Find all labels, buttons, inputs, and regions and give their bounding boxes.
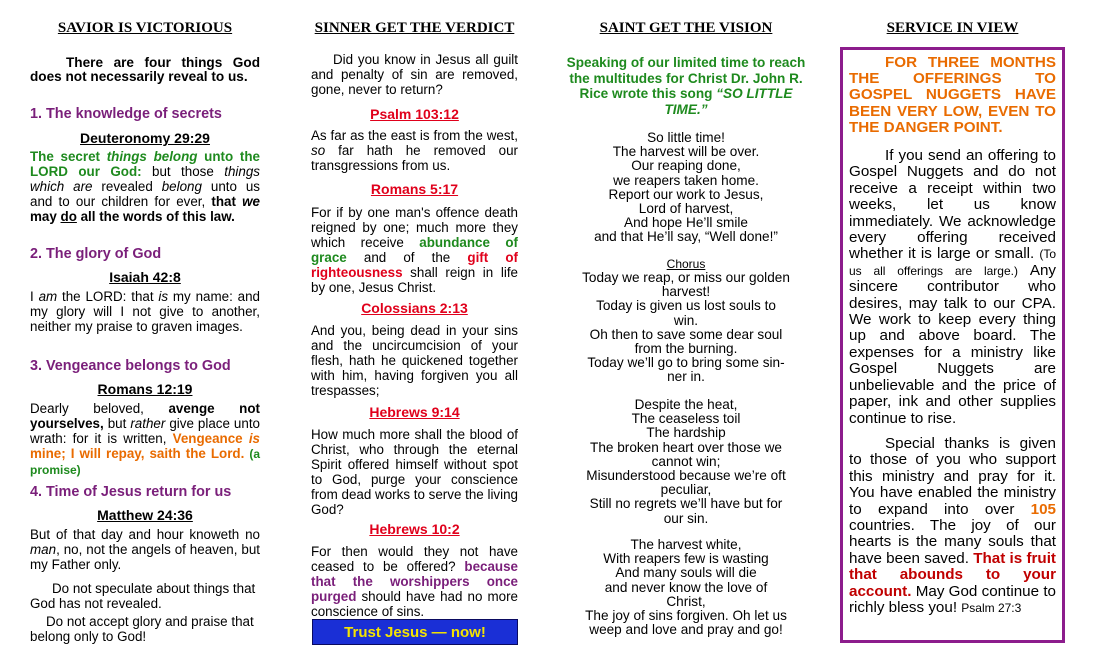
song-line: And many souls will die <box>615 565 757 581</box>
col1-intro: There are four things God does not necessarily reveal to us. <box>30 55 260 85</box>
song-verse-1 <box>558 131 814 245</box>
chorus-label: Chorus <box>666 257 706 271</box>
section-4-ref: Matthew 24:36 <box>97 507 193 523</box>
song-line: Lord of harvest, <box>638 201 734 217</box>
song-line: And hope He’ll smile <box>624 215 748 231</box>
song-line: our sin. <box>663 510 709 526</box>
text-colossians: And you, being dead in your sins and the uncircumcision of your flesh, hath he quickened together with him, having forgiven you all trespasses; <box>311 323 518 398</box>
song-line: Today is given us lost souls to <box>596 298 776 314</box>
section-4-text: But of that day and hour knoweth no man, no, not the angels of heaven, but my Father only. <box>30 527 260 572</box>
section-1-ref: Deuteronomy 29:29 <box>80 130 210 146</box>
col2-intro: Did you know in Jesus all guilt and penalty of sin are removed, gone, never to return? <box>311 52 518 97</box>
ref-colossians: Colossians 2:13 <box>361 300 468 316</box>
song-line: The harvest will be over. <box>612 144 760 160</box>
song-line: and that He’ll say, “Well done!” <box>594 229 778 245</box>
thanks-paragraph: Special thanks is given to those of you who support this ministry and pray for it. You have enabled the ministry to expand into over 105 countries. The joy of our hearts is the many souls that have been saved. That is fruit that abounds to your account. May God continue to richly bless you! Psalm 27:3 <box>849 435 1056 617</box>
song-line: Our reaping done, <box>631 158 741 174</box>
song-line: win. <box>673 312 699 328</box>
song-line: we reapers taken home. <box>613 172 759 188</box>
heading-service: SERVICE IN VIEW <box>886 20 1019 36</box>
column-savior <box>30 0 260 668</box>
col1-closing-1: Do not speculate about things that God has not revealed. <box>30 581 256 611</box>
song-line: from the burning. <box>634 341 738 357</box>
ref-psalm: Psalm 103:12 <box>370 106 459 122</box>
section-2-text: I am the LORD: that is my name: and my glory will I not give to another, neither my praise to graven images. <box>30 289 260 334</box>
song-line: The ceaseless toil <box>631 411 741 427</box>
section-2-ref: Isaiah 42:8 <box>109 269 181 285</box>
song-line: harvest! <box>661 284 711 300</box>
heading-saint: SAINT GET THE VISION <box>599 20 773 36</box>
song-line: Report our work to Jesus, <box>608 186 764 202</box>
text-hebrews-9: How much more shall the blood of Christ, who through the eternal Spirit offered himself without spot to God, purge your conscience from dead works to serve the living God? <box>311 427 518 517</box>
section-2-title: 2. The glory of God <box>30 246 162 262</box>
ref-hebrews-10: Hebrews 10:2 <box>369 521 460 537</box>
song-line: The joy of sins forgiven. Oh let us <box>585 608 787 624</box>
song-line: With reapers few is wasting <box>603 551 769 567</box>
col3-intro: Speaking of our limited time to reach the multitudes for Christ Dr. John R. Rice wrote this song “SO LITTLE TIME.” <box>566 55 806 117</box>
song-verse-3 <box>558 538 814 637</box>
column-saint <box>558 0 814 668</box>
ref-hebrews-9: Hebrews 9:14 <box>369 404 460 420</box>
song-line: Christ, <box>666 593 706 609</box>
section-4-title: 4. Time of Jesus return for us <box>30 484 232 500</box>
song-line: The hardship <box>646 425 726 441</box>
section-3-text: Dearly beloved, avenge not yourselves, but rather give place unto wrath: for it is written, Vengeance is mine; I will repay, saith the Lord. (a promise) <box>30 401 261 477</box>
song-line: Today we’ll go to bring some sin- <box>587 355 785 371</box>
song-line: Oh then to save some dear soul <box>589 326 783 342</box>
song-line: weep and love and pray and go! <box>589 622 783 638</box>
offerings-alert: FOR THREE MONTHS THE OFFERINGS TO GOSPEL NUGGETS HAVE BEEN VERY LOW, EVEN TO THE DANGER POINT. <box>849 54 1056 136</box>
song-line: The broken heart over those we <box>590 439 782 455</box>
offering-paragraph: If you send an offering to Gospel Nuggets and do not receive a receipt within two weeks, let us know immediately. We acknowledge every offering received whether it is large or small. (To us all offerings are large.) Any sincere contributor who desires, may talk to our CPA. We work to keep every thing up and above board. The expenses for a ministry like Gospel Nuggets are unbelievable and the price of paper, ink and other supplies continue to rise. <box>849 147 1056 427</box>
text-romans: For if by one man's offence death reigned by one; much more they which receive abundance of grace and of the gift of righteousness shall reign in life by one, Jesus Christ. <box>311 205 518 295</box>
trust-jesus-banner: Trust Jesus — now! <box>312 619 518 645</box>
ref-romans: Romans 5:17 <box>370 181 459 197</box>
promise-note: (a promise) <box>30 447 260 477</box>
song-line: Despite the heat, <box>634 397 738 412</box>
section-3-ref: Romans 12:19 <box>97 381 193 397</box>
song-line: and never know the love of <box>604 579 768 595</box>
service-box <box>840 47 1065 643</box>
song-line: ner in. <box>667 369 705 385</box>
song-line: The harvest white, <box>630 537 742 552</box>
song-line: Still no regrets we’ll have but for <box>589 496 783 512</box>
song-line: cannot win; <box>651 453 721 469</box>
section-1-title: 1. The knowledge of secrets <box>30 106 222 122</box>
song-chorus <box>558 271 814 385</box>
heading-sinner: SINNER GET THE VERDICT <box>314 20 515 36</box>
song-line: Misunderstood because we’re oft <box>586 468 786 484</box>
heading-savior: SAVIOR IS VICTORIOUS <box>57 20 233 36</box>
song-verse-2 <box>558 398 814 526</box>
section-3-title: 3. Vengeance belongs to God <box>30 358 231 374</box>
song-line: peculiar, <box>660 482 712 498</box>
song-line: Today we reap, or miss our golden <box>582 270 790 285</box>
text-psalm: As far as the east is from the west, so far hath he removed our transgressions from us. <box>311 128 518 173</box>
col1-closing-2: Do not accept glory and praise that belong only to God! <box>30 614 254 644</box>
column-sinner <box>311 0 518 668</box>
song-line: So little time! <box>647 130 725 145</box>
text-hebrews-10: For then would they not have ceased to be offered? because that the worshippers once purged should have had no more conscience of sins. <box>311 544 518 619</box>
section-1-text: The secret things belong unto the LORD our God: but those things which are revealed belong unto us and to our children for ever, that we may do all the words of this law. <box>30 149 260 224</box>
